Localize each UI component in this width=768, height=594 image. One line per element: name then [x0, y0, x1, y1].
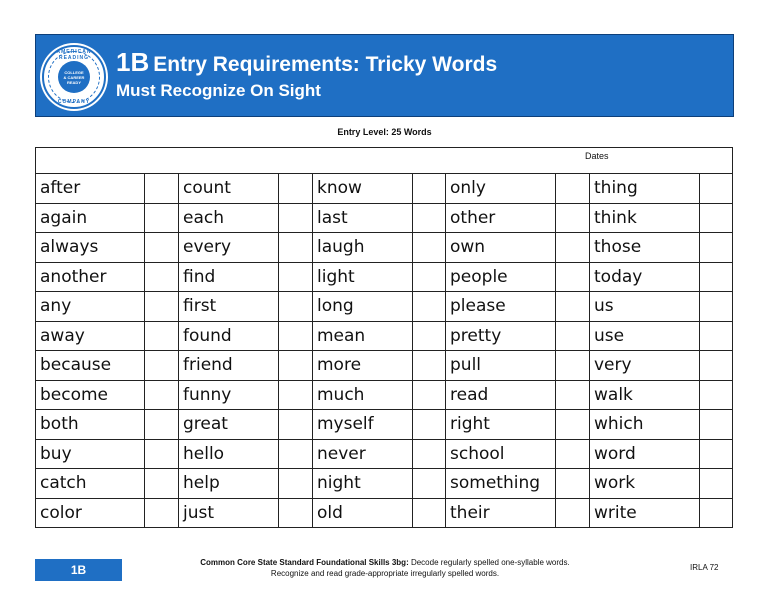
word-cell: first — [179, 292, 279, 322]
word-row — [36, 233, 733, 263]
word-cell: light — [313, 262, 413, 292]
check-box-cell[interactable] — [145, 469, 179, 499]
footer-page-number: IRLA 72 — [690, 563, 719, 572]
word-cell: because — [36, 351, 145, 381]
check-box-cell[interactable] — [413, 439, 446, 469]
check-box-cell[interactable] — [145, 292, 179, 322]
word-cell: very — [590, 351, 700, 381]
check-box-cell[interactable] — [279, 203, 313, 233]
check-box-cell[interactable] — [413, 321, 446, 351]
word-cell: only — [446, 174, 556, 204]
check-box-cell[interactable] — [556, 262, 590, 292]
check-box-cell[interactable] — [413, 351, 446, 381]
title-text: Entry Requirements: Tricky Words — [153, 53, 498, 76]
footer-standard-text-1: Decode regularly spelled one-syllable words. — [408, 558, 570, 567]
word-cell: their — [446, 498, 556, 528]
check-box-cell[interactable] — [145, 439, 179, 469]
word-cell: old — [313, 498, 413, 528]
check-box-cell[interactable] — [145, 203, 179, 233]
check-box-cell[interactable] — [556, 292, 590, 322]
word-cell: mean — [313, 321, 413, 351]
word-cell: night — [313, 469, 413, 499]
word-row — [36, 439, 733, 469]
word-cell: great — [179, 410, 279, 440]
check-box-cell[interactable] — [145, 233, 179, 263]
word-row — [36, 498, 733, 528]
word-cell: right — [446, 410, 556, 440]
check-box-cell[interactable] — [413, 380, 446, 410]
word-cell: which — [590, 410, 700, 440]
word-cell: every — [179, 233, 279, 263]
check-box-cell[interactable] — [556, 203, 590, 233]
check-box-cell[interactable] — [279, 233, 313, 263]
seal-center-line-2: & CAREER — [63, 74, 85, 80]
word-cell: think — [590, 203, 700, 233]
word-cell: any — [36, 292, 145, 322]
check-box-cell[interactable] — [700, 498, 733, 528]
check-box-cell[interactable] — [556, 410, 590, 440]
page-title — [116, 47, 497, 78]
check-box-cell[interactable] — [279, 174, 313, 204]
check-box-cell[interactable] — [556, 233, 590, 263]
dates-header-row — [36, 148, 733, 174]
word-cell: friend — [179, 351, 279, 381]
word-row — [36, 351, 733, 381]
word-cell: hello — [179, 439, 279, 469]
word-row — [36, 203, 733, 233]
check-box-cell[interactable] — [556, 321, 590, 351]
check-box-cell[interactable] — [700, 469, 733, 499]
words-table-body — [36, 148, 733, 528]
check-box-cell[interactable] — [700, 351, 733, 381]
check-box-cell[interactable] — [556, 439, 590, 469]
word-cell: always — [36, 233, 145, 263]
check-box-cell[interactable] — [413, 262, 446, 292]
word-cell: much — [313, 380, 413, 410]
word-cell: each — [179, 203, 279, 233]
word-row — [36, 469, 733, 499]
seal-center — [58, 61, 90, 93]
check-box-cell[interactable] — [413, 203, 446, 233]
word-cell: catch — [36, 469, 145, 499]
check-box-cell[interactable] — [700, 439, 733, 469]
word-cell: school — [446, 439, 556, 469]
check-box-cell[interactable] — [413, 292, 446, 322]
word-cell: funny — [179, 380, 279, 410]
word-row — [36, 292, 733, 322]
word-cell: read — [446, 380, 556, 410]
word-cell: thing — [590, 174, 700, 204]
word-cell: people — [446, 262, 556, 292]
word-cell: please — [446, 292, 556, 322]
check-box-cell[interactable] — [700, 262, 733, 292]
word-cell: find — [179, 262, 279, 292]
word-cell: walk — [590, 380, 700, 410]
american-reading-company-seal-icon — [42, 45, 106, 109]
check-box-cell[interactable] — [413, 410, 446, 440]
word-cell: those — [590, 233, 700, 263]
word-row — [36, 262, 733, 292]
word-cell: become — [36, 380, 145, 410]
check-box-cell[interactable] — [700, 410, 733, 440]
word-row — [36, 380, 733, 410]
word-cell: us — [590, 292, 700, 322]
word-cell: pull — [446, 351, 556, 381]
check-box-cell[interactable] — [556, 351, 590, 381]
word-cell: help — [179, 469, 279, 499]
word-cell: own — [446, 233, 556, 263]
seal-center-line-1: COLLEGE — [64, 69, 84, 75]
word-cell: something — [446, 469, 556, 499]
check-box-cell[interactable] — [279, 410, 313, 440]
check-box-cell[interactable] — [413, 498, 446, 528]
tricky-words-table — [35, 147, 733, 528]
footer-standard-text-2: Recognize and read grade-appropriate irregularly spelled words. — [270, 569, 500, 578]
word-cell: both — [36, 410, 145, 440]
word-row — [36, 321, 733, 351]
word-cell: word — [590, 439, 700, 469]
check-box-cell[interactable] — [145, 498, 179, 528]
seal-text-top: AMERICAN READING — [56, 49, 92, 61]
word-cell: away — [36, 321, 145, 351]
check-box-cell[interactable] — [145, 262, 179, 292]
check-box-cell[interactable] — [279, 469, 313, 499]
word-cell: today — [590, 262, 700, 292]
word-cell: never — [313, 439, 413, 469]
word-cell: another — [36, 262, 145, 292]
check-box-cell[interactable] — [700, 292, 733, 322]
check-box-cell[interactable] — [145, 410, 179, 440]
check-box-cell[interactable] — [145, 351, 179, 381]
check-box-cell[interactable] — [145, 321, 179, 351]
word-cell: color — [36, 498, 145, 528]
word-cell: myself — [313, 410, 413, 440]
dates-header-cell — [36, 148, 733, 174]
check-box-cell[interactable] — [279, 262, 313, 292]
word-cell: long — [313, 292, 413, 322]
word-cell: pretty — [446, 321, 556, 351]
word-cell: other — [446, 203, 556, 233]
check-box-cell[interactable] — [700, 233, 733, 263]
dates-label: Dates — [585, 150, 609, 161]
check-box-cell[interactable] — [556, 380, 590, 410]
check-box-cell[interactable] — [279, 292, 313, 322]
word-cell: last — [313, 203, 413, 233]
title-code: 1B — [116, 47, 150, 77]
word-cell: laugh — [313, 233, 413, 263]
footer-standard-title: Common Core State Standard Foundational Skills 3bg: — [200, 558, 409, 567]
check-box-cell[interactable] — [413, 469, 446, 499]
check-box-cell[interactable] — [145, 174, 179, 204]
word-row — [36, 410, 733, 440]
check-box-cell[interactable] — [413, 174, 446, 204]
check-box-cell[interactable] — [556, 469, 590, 499]
seal-center-line-3: READY — [66, 79, 81, 85]
word-cell: after — [36, 174, 145, 204]
word-cell: use — [590, 321, 700, 351]
check-box-cell[interactable] — [556, 174, 590, 204]
check-box-cell[interactable] — [700, 380, 733, 410]
check-box-cell[interactable] — [279, 380, 313, 410]
word-cell: more — [313, 351, 413, 381]
word-cell: know — [313, 174, 413, 204]
word-cell: buy — [36, 439, 145, 469]
check-box-cell[interactable] — [279, 439, 313, 469]
check-box-cell[interactable] — [279, 498, 313, 528]
entry-level-label: Entry Level: 25 Words — [337, 127, 432, 137]
check-box-cell[interactable] — [556, 498, 590, 528]
word-cell: found — [179, 321, 279, 351]
word-cell: just — [179, 498, 279, 528]
check-box-cell[interactable] — [700, 174, 733, 204]
check-box-cell[interactable] — [279, 351, 313, 381]
word-cell: again — [36, 203, 145, 233]
footer-standard — [160, 557, 610, 579]
word-cell: count — [179, 174, 279, 204]
word-cell: work — [590, 469, 700, 499]
check-box-cell[interactable] — [279, 321, 313, 351]
check-box-cell[interactable] — [700, 321, 733, 351]
footer-level-badge: 1B — [35, 559, 122, 581]
page-header — [35, 34, 734, 117]
check-box-cell[interactable] — [413, 233, 446, 263]
seal-text-bottom: COMPANY — [57, 99, 91, 105]
word-row — [36, 174, 733, 204]
word-cell: write — [590, 498, 700, 528]
check-box-cell[interactable] — [700, 203, 733, 233]
check-box-cell[interactable] — [145, 380, 179, 410]
page-subtitle: Must Recognize On Sight — [116, 81, 321, 100]
